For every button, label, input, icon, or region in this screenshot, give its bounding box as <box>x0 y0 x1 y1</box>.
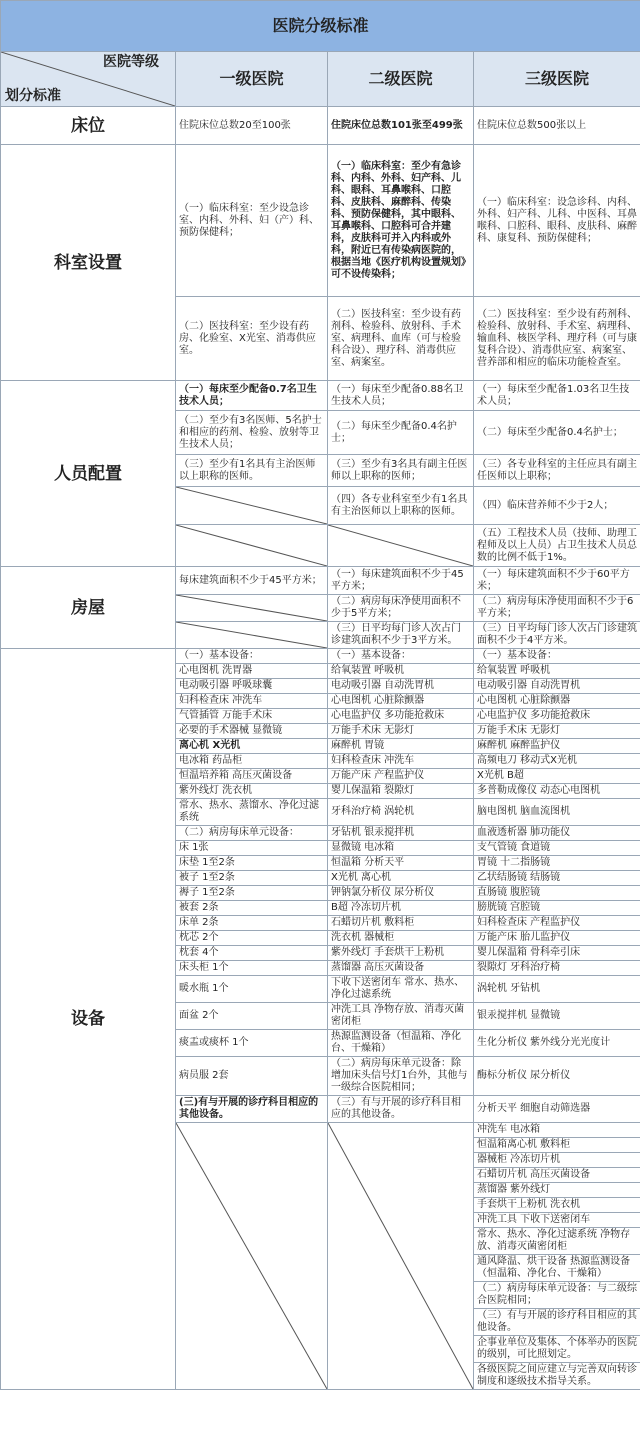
header-level-2: 二级医院 <box>328 52 474 107</box>
equipment-level-3: 酶标分析仪 尿分析仪 <box>474 1057 640 1096</box>
equipment-level-2: （三）有与开展的诊疗科目相应的其他设备。 <box>328 1096 474 1123</box>
equipment-level-2: （二）病房每床单元设备：除增加床头信号灯1台外，其他与一级综合医院相同； <box>328 1057 474 1096</box>
equipment-level-3: 血液透析器 肺功能仪 <box>474 826 640 841</box>
equipment-level-1: 气管插管 万能手术床 <box>176 709 328 724</box>
equipment-level-3: 银汞搅拌机 显微镜 <box>474 1003 640 1030</box>
equipment-level-3: 生化分析仪 紫外线分光光度计 <box>474 1030 640 1057</box>
equipment-level-1: 妇科检查床 冲洗车 <box>176 694 328 709</box>
equipment-level-1: 病员服 2套 <box>176 1057 328 1096</box>
equipment-level-3: 乙状结肠镜 结肠镜 <box>474 871 640 886</box>
equipment-level-3: 多普勒成像仪 动态心电图机 <box>474 784 640 799</box>
equipment-level-2: 牙钻机 银汞搅拌机 <box>328 826 474 841</box>
equipment-level-1: 电动吸引器 呼吸球囊 <box>176 679 328 694</box>
equipment-level-3: 企事业单位及集体、个体举办的医院的级别，可比照划定。 <box>474 1336 640 1363</box>
equipment-level-3: 通风降温、烘干设备 热源监测设备（恒温箱、净化台、干燥箱） <box>474 1255 640 1282</box>
equipment-level-2: 钾钠氯分析仪 尿分析仪 <box>328 886 474 901</box>
equipment-level-3: 涡轮机 牙钻机 <box>474 976 640 1003</box>
equipment-level-2: 热源监测设备（恒温箱、净化台、干燥箱） <box>328 1030 474 1057</box>
dept-medtech-level-1: （二）医技科室：至少设有药房、化验室、X光室、消毒供应室。 <box>176 297 328 381</box>
header-level-1: 一级医院 <box>176 52 328 107</box>
equipment-level-2: 给氧装置 呼吸机 <box>328 664 474 679</box>
staff-3-level-1: （三）至少有1名具有主治医师以上职称的医师。 <box>176 455 328 487</box>
equipment-level-2: B超 冷冻切片机 <box>328 901 474 916</box>
equipment-level-3: 手套烘干上粉机 洗衣机 <box>474 1198 640 1213</box>
category-departments: 科室设置 <box>1 145 176 381</box>
equipment-level-1: 被子 1至2条 <box>176 871 328 886</box>
category-housing: 房屋 <box>1 567 176 649</box>
equipment-level-3: 婴儿保温箱 骨科牵引床 <box>474 946 640 961</box>
equipment-level-1: 电冰箱 药品柜 <box>176 754 328 769</box>
equipment-level-3: 裂隙灯 牙科治疗椅 <box>474 961 640 976</box>
equipment-level-3: X光机 B超 <box>474 769 640 784</box>
equipment-level-3: 电动吸引器 自动洗胃机 <box>474 679 640 694</box>
house-3-level-2: （三）日平均每门诊人次占门诊建筑面积不少于3平方米。 <box>328 622 474 649</box>
equipment-level-1: 褥子 1至2条 <box>176 886 328 901</box>
equipment-level-2: 心电监护仪 多功能抢救床 <box>328 709 474 724</box>
equipment-level-3: （一）基本设备： <box>474 649 640 664</box>
dept-clinical-level-2: （一）临床科室：至少有急诊科、内科、外科、妇产科、儿科、眼科、耳鼻喉科、口腔科、皮肤科、麻醉科、传染科、预防保健科，其中眼科、耳鼻喉科、口腔科可合并建科，皮肤科可并入内科或外科，附近已有传染病医院的，根据当地《医疗机构设置规划》可不设传染科； <box>328 145 474 297</box>
equipment-level-3: 常水、热水、净化过滤系统 净物存放、消毒灭菌密闭柜 <box>474 1228 640 1255</box>
house-3-level-3: （三）日平均每门诊人次占门诊建筑面积不少于4平方米。 <box>474 622 640 649</box>
equipment-level-3: （二）病房每床单元设备：与二级综合医院相同； <box>474 1282 640 1309</box>
equipment-level-3: 直肠镜 腹腔镜 <box>474 886 640 901</box>
table-row <box>1 649 640 664</box>
staff-2-level-2: （二）每床至少配备0.4名护士； <box>328 411 474 455</box>
equipment-level-1: 床单 2条 <box>176 916 328 931</box>
dept-medtech-level-3: （二）医技科室：至少设有药剂科、检验科、放射科、手术室、病理科、输血科、核医学科、理疗科（可与康复科合设）、消毒供应室、病案室、营养部和相应的临床功能检查室。 <box>474 297 640 381</box>
staff-3-level-2: （三）至少有3名具有副主任医师以上职称的医师； <box>328 455 474 487</box>
equipment-level-2: 妇科检查床 冲洗车 <box>328 754 474 769</box>
header-level-3: 三级医院 <box>474 52 640 107</box>
equipment-level-1: 床头柜 1个 <box>176 961 328 976</box>
equipment-level-2: 洗衣机 器械柜 <box>328 931 474 946</box>
bed-level-1: 住院床位总数20至100张 <box>176 107 328 145</box>
equipment-level-3: （三）有与开展的诊疗科目相应的其他设备。 <box>474 1309 640 1336</box>
equipment-level-3: 脑电图机 脑血流图机 <box>474 799 640 826</box>
equipment-level-2: 蒸馏器 高压灭菌设备 <box>328 961 474 976</box>
equipment-level-1: 必要的手术器械 显微镜 <box>176 724 328 739</box>
equipment-level-1: 床 1张 <box>176 841 328 856</box>
equipment-level-1: (三)有与开展的诊疗科目相应的其他设备。 <box>176 1096 328 1123</box>
equipment-level-3: 冲洗车 电冰箱 <box>474 1123 640 1138</box>
equipment-level-2: 万能手术床 无影灯 <box>328 724 474 739</box>
empty-diagonal-cell <box>176 1123 328 1390</box>
dept-clinical-level-3: （一）临床科室：设急诊科、内科、外科、妇产科、儿科、中医科、耳鼻喉科、口腔科、眼科、皮肤科、麻醉科、康复科、预防保健科； <box>474 145 640 297</box>
staff-5-level-3: （五）工程技术人员（技师、助理工程师及以上人员）占卫生技术人员总数的比例不低于1%。 <box>474 525 640 567</box>
staff-1-level-1: （一）每床至少配备0.7名卫生技术人员； <box>176 381 328 411</box>
equipment-level-2: 牙科治疗椅 涡轮机 <box>328 799 474 826</box>
equipment-level-3: 麻醉机 麻醉监护仪 <box>474 739 640 754</box>
equipment-level-2: 紫外线灯 手套烘干上粉机 <box>328 946 474 961</box>
equipment-level-3: 石蜡切片机 高压灭菌设备 <box>474 1168 640 1183</box>
equipment-level-2: 麻醉机 胃镜 <box>328 739 474 754</box>
house-2-level-3: （二）病房每床净使用面积不少于6平方米； <box>474 595 640 622</box>
house-1-level-3: （一）每床建筑面积不少于60平方米； <box>474 567 640 595</box>
category-equipment: 设备 <box>1 649 176 1390</box>
empty-diagonal-cell <box>176 622 328 649</box>
equipment-level-3: 万能产床 胎儿监护仪 <box>474 931 640 946</box>
equipment-level-3: 分析天平 细胞自动筛选器 <box>474 1096 640 1123</box>
equipment-level-3: 给氧装置 呼吸机 <box>474 664 640 679</box>
equipment-level-3: 冲洗工具 下收下送密闭车 <box>474 1213 640 1228</box>
equipment-level-1: 暖水瓶 1个 <box>176 976 328 1003</box>
empty-diagonal-cell <box>176 487 328 525</box>
empty-diagonal-cell <box>176 595 328 622</box>
equipment-level-1: 心电图机 洗胃器 <box>176 664 328 679</box>
dept-medtech-level-2: （二）医技科室：至少设有药剂科、检验科、放射科、手术室、病理科、血库（可与检验科合设）、理疗科、消毒供应室、病案室。 <box>328 297 474 381</box>
equipment-level-2: 心电图机 心脏除颤器 <box>328 694 474 709</box>
table-title: 医院分级标准 <box>1 1 640 52</box>
equipment-level-2: 冲洗工具 净物存放、消毒灭菌密闭柜 <box>328 1003 474 1030</box>
equipment-level-1: 面盆 2个 <box>176 1003 328 1030</box>
staff-1-level-3: （一）每床至少配备1.03名卫生技术人员； <box>474 381 640 411</box>
equipment-level-2: 恒温箱 分析天平 <box>328 856 474 871</box>
category-bed: 床位 <box>1 107 176 145</box>
staff-4-level-3: （四）临床营养师不少于2人； <box>474 487 640 525</box>
equipment-level-3: 高频电刀 移动式X光机 <box>474 754 640 769</box>
equipment-level-3: 恒温箱离心机 敷料柜 <box>474 1138 640 1153</box>
staff-1-level-2: （一）每床至少配备0.88名卫生技术人员； <box>328 381 474 411</box>
empty-diagonal-cell <box>328 1123 474 1390</box>
equipment-level-2: X光机 离心机 <box>328 871 474 886</box>
equipment-level-1: 被套 2条 <box>176 901 328 916</box>
bed-level-2: 住院床位总数101张至499张 <box>328 107 474 145</box>
equipment-level-2: 石蜡切片机 敷料柜 <box>328 916 474 931</box>
corner-label-criteria: 划分标准 <box>5 88 61 104</box>
equipment-level-3: 各级医院之间应建立与完善双向转诊制度和逐级技术指导关系。 <box>474 1363 640 1390</box>
equipment-level-3: 心电图机 心脏除颤器 <box>474 694 640 709</box>
staff-4-level-2: （四）各专业科室至少有1名具有主治医师以上职称的医师。 <box>328 487 474 525</box>
equipment-level-3: 心电监护仪 多功能抢救床 <box>474 709 640 724</box>
corner-label-grade: 医院等级 <box>103 54 159 70</box>
equipment-level-1: 床垫 1至2条 <box>176 856 328 871</box>
dept-clinical-level-1: （一）临床科室：至少设急诊室、内科、外科、妇（产）科、预防保健科； <box>176 145 328 297</box>
equipment-level-1: 痰盂或痰杯 1个 <box>176 1030 328 1057</box>
header-corner-cell <box>1 52 176 107</box>
equipment-level-2: 电动吸引器 自动洗胃机 <box>328 679 474 694</box>
equipment-level-2: 显微镜 电冰箱 <box>328 841 474 856</box>
equipment-level-3: 万能手术床 无影灯 <box>474 724 640 739</box>
equipment-level-2: 万能产床 产程监护仪 <box>328 769 474 784</box>
staff-2-level-1: （二）至少有3名医师、5名护士和相应的药剂、检验、放射等卫生技术人员； <box>176 411 328 455</box>
equipment-level-3: 妇科检查床 产程监护仪 <box>474 916 640 931</box>
equipment-level-1: 恒温培养箱 高压灭菌设备 <box>176 769 328 784</box>
staff-3-level-3: （三）各专业科室的主任应具有副主任医师以上职称； <box>474 455 640 487</box>
category-staffing: 人员配置 <box>1 381 176 567</box>
empty-diagonal-cell <box>176 525 328 567</box>
equipment-level-1: 离心机 X光机 <box>176 739 328 754</box>
equipment-level-3: 胃镜 十二指肠镜 <box>474 856 640 871</box>
staff-2-level-3: （二）每床至少配备0.4名护士； <box>474 411 640 455</box>
equipment-level-3: 蒸馏器 紫外线灯 <box>474 1183 640 1198</box>
equipment-level-1: 枕芯 2个 <box>176 931 328 946</box>
bed-level-3: 住院床位总数500张以上 <box>474 107 640 145</box>
equipment-level-1: 紫外线灯 洗衣机 <box>176 784 328 799</box>
house-1-level-1: 每床建筑面积不少于45平方米； <box>176 567 328 595</box>
house-1-level-2: （一）每床建筑面积不少于45平方米； <box>328 567 474 595</box>
equipment-level-2: 下收下送密闭车 常水、热水、净化过滤系统 <box>328 976 474 1003</box>
equipment-level-1: （二）病房每床单元设备： <box>176 826 328 841</box>
equipment-level-1: 枕套 4个 <box>176 946 328 961</box>
equipment-level-1: 常水、热水、蒸馏水、净化过滤系统 <box>176 799 328 826</box>
house-2-level-2: （二）病房每床净使用面积不少于5平方米； <box>328 595 474 622</box>
equipment-level-3: 支气管镜 食道镜 <box>474 841 640 856</box>
equipment-level-2: （一）基本设备： <box>328 649 474 664</box>
empty-diagonal-cell <box>328 525 474 567</box>
equipment-level-3: 膀胱镜 宫腔镜 <box>474 901 640 916</box>
equipment-level-1: （一）基本设备： <box>176 649 328 664</box>
equipment-level-2: 婴儿保温箱 裂隙灯 <box>328 784 474 799</box>
equipment-level-3: 器械柜 冷冻切片机 <box>474 1153 640 1168</box>
